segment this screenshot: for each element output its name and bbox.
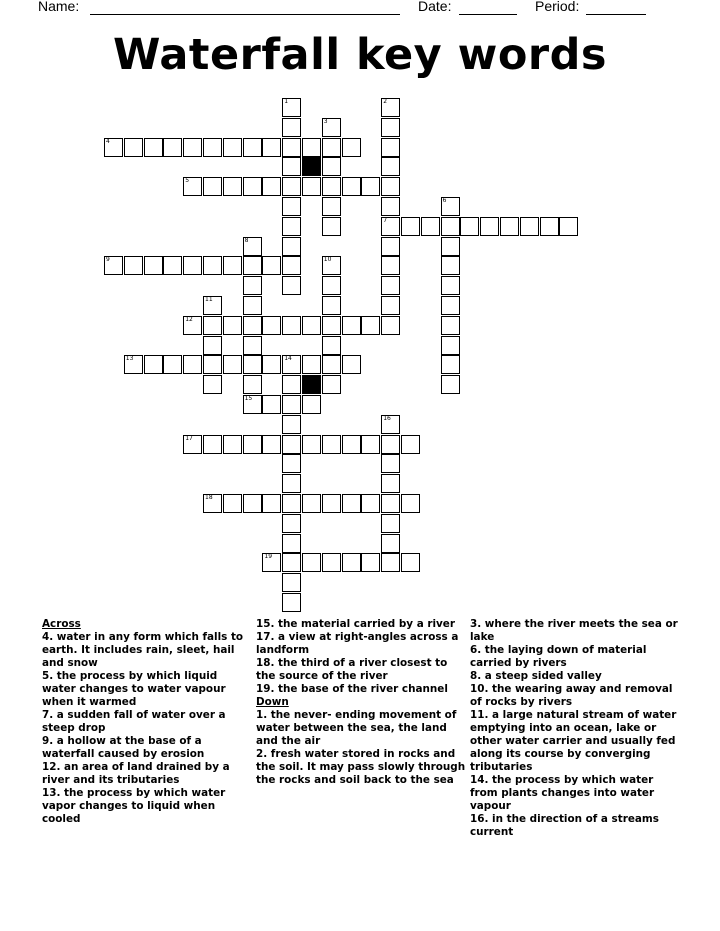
crossword-cell[interactable] xyxy=(421,217,440,236)
date-label: Date: xyxy=(418,0,452,14)
crossword-cell[interactable] xyxy=(203,494,222,513)
crossword-cell[interactable] xyxy=(203,336,222,355)
crossword-cell[interactable] xyxy=(243,296,262,315)
crossword-cell[interactable] xyxy=(441,256,460,275)
clue-across-4: 4. water in any form which falls to earth. It includes rain, sleet, hail and snow xyxy=(42,631,244,669)
crossword-cell[interactable] xyxy=(282,534,301,553)
crossword-cell[interactable] xyxy=(203,138,222,157)
clue-across-19: 19. the base of the river channel xyxy=(256,683,448,695)
crossword-cell[interactable] xyxy=(322,276,341,295)
crossword-cell[interactable] xyxy=(262,177,281,196)
crossword-cell[interactable] xyxy=(124,355,143,374)
crossword-cell[interactable] xyxy=(144,355,163,374)
crossword-cell[interactable] xyxy=(203,435,222,454)
crossword-cell[interactable] xyxy=(302,494,321,513)
clue-number: 10 xyxy=(323,256,332,264)
crossword-cell[interactable] xyxy=(441,336,460,355)
clue-number: 13 xyxy=(125,355,134,363)
clues-column-3 xyxy=(470,618,680,839)
clue-number: 4 xyxy=(106,137,110,145)
crossword-cell[interactable] xyxy=(243,395,262,414)
crossword-cell[interactable] xyxy=(342,138,361,157)
crossword-cell[interactable] xyxy=(302,138,321,157)
crossword-cell[interactable] xyxy=(441,217,460,236)
clue-number: 15 xyxy=(244,395,253,402)
crossword-cell[interactable] xyxy=(203,316,222,335)
crossword-cell[interactable] xyxy=(282,217,301,236)
crossword-cell[interactable] xyxy=(183,355,202,374)
crossword-cell[interactable] xyxy=(124,256,143,275)
crossword-cell[interactable] xyxy=(559,217,578,236)
crossword-cell[interactable] xyxy=(460,217,479,236)
crossword-cell[interactable] xyxy=(203,177,222,196)
crossword-cell[interactable] xyxy=(262,138,281,157)
crossword-cell[interactable] xyxy=(282,474,301,493)
clue-down-10: 10. the wearing away and removal of rocks by rivers xyxy=(470,683,673,708)
crossword-cell[interactable] xyxy=(322,375,341,394)
crossword-cell[interactable] xyxy=(342,177,361,196)
crossword-cell[interactable] xyxy=(322,553,341,572)
crossword-cell[interactable] xyxy=(540,217,559,236)
clue-number: 8 xyxy=(244,236,249,244)
crossword-cell[interactable] xyxy=(342,316,361,335)
crossword-cell[interactable] xyxy=(163,355,182,374)
crossword-cell[interactable] xyxy=(381,256,400,275)
crossword-cell[interactable] xyxy=(223,355,242,374)
crossword-cell[interactable] xyxy=(223,316,242,335)
crossword-cell[interactable] xyxy=(401,217,420,236)
page-title: Waterfall key words xyxy=(113,30,607,80)
crossword-cell[interactable] xyxy=(282,454,301,473)
crossword-cell[interactable] xyxy=(183,256,202,275)
crossword-cell[interactable] xyxy=(262,355,281,374)
clues-column-1 xyxy=(42,618,252,826)
crossword-cell[interactable] xyxy=(401,553,420,572)
crossword-cell[interactable] xyxy=(322,256,341,275)
crossword-cell[interactable] xyxy=(342,435,361,454)
crossword-cell[interactable] xyxy=(302,355,321,374)
crossword-cell[interactable] xyxy=(124,138,143,157)
crossword-cell[interactable] xyxy=(361,494,380,513)
down-heading: Down xyxy=(256,696,289,708)
crossword-cell[interactable] xyxy=(381,435,400,454)
crossword-cell[interactable] xyxy=(381,237,400,256)
clue-number: 18 xyxy=(205,494,213,501)
crossword-cell[interactable] xyxy=(381,454,400,473)
crossword-cell[interactable] xyxy=(381,494,400,513)
crossword-cell[interactable] xyxy=(282,118,301,137)
crossword-cell[interactable] xyxy=(243,435,262,454)
clue-across-5: 5. the process by which liquid water changes to water vapour when it warmed xyxy=(42,670,226,708)
clue-down-16: 16. in the direction of a streams current xyxy=(470,813,659,838)
crossword-cell[interactable] xyxy=(203,375,222,394)
clue-down-6: 6. the laying down of material carried by rivers xyxy=(470,644,647,669)
crossword-cell[interactable] xyxy=(480,217,499,236)
crossword-cell[interactable] xyxy=(223,256,242,275)
crossword-cell[interactable] xyxy=(381,474,400,493)
crossword-cell[interactable] xyxy=(183,316,202,335)
crossword-cell[interactable] xyxy=(163,256,182,275)
crossword-cell[interactable] xyxy=(282,553,301,572)
crossword-cell[interactable] xyxy=(282,276,301,295)
crossword-cell[interactable] xyxy=(322,435,341,454)
clue-down-3: 3. where the river meets the sea or lake xyxy=(470,618,678,643)
crossword-cell[interactable] xyxy=(282,593,301,612)
crossword-cell[interactable] xyxy=(282,355,301,374)
crossword-cell[interactable] xyxy=(500,217,519,236)
crossword-cell[interactable] xyxy=(381,415,400,434)
crossword-cell[interactable] xyxy=(520,217,539,236)
crossword-cell[interactable] xyxy=(282,415,301,434)
clue-across-18: 18. the third of a river closest to the source of the river xyxy=(256,657,448,682)
crossword-cell[interactable] xyxy=(381,197,400,216)
clue-number: 9 xyxy=(106,256,110,264)
crossword-cell[interactable] xyxy=(243,138,262,157)
crossword-cell[interactable] xyxy=(361,316,380,335)
crossword-cell[interactable] xyxy=(441,375,460,394)
crossword-cell[interactable] xyxy=(282,157,301,176)
clue-number: 12 xyxy=(185,315,193,323)
crossword-cell[interactable] xyxy=(104,256,123,275)
clues-column-2 xyxy=(256,618,466,787)
clue-number: 16 xyxy=(383,414,391,422)
crossword-cell[interactable] xyxy=(243,355,262,374)
clue-down-8: 8. a steep sided valley xyxy=(470,670,602,682)
crossword-cell[interactable] xyxy=(441,296,460,315)
crossword-cell[interactable] xyxy=(381,553,400,572)
crossword-cell[interactable] xyxy=(243,276,262,295)
clue-across-17: 17. a view at right-angles across a landform xyxy=(256,631,459,656)
crossword-cell[interactable] xyxy=(302,395,321,414)
crossword-cell[interactable] xyxy=(262,494,281,513)
crossword-cell[interactable] xyxy=(322,197,341,216)
crossword-cell[interactable] xyxy=(223,494,242,513)
clue-number: 19 xyxy=(264,553,273,561)
crossword-cell[interactable] xyxy=(163,138,182,157)
crossword-cell[interactable] xyxy=(342,355,361,374)
crossword-cell[interactable] xyxy=(282,435,301,454)
crossword-cell[interactable] xyxy=(361,435,380,454)
crossword-cell[interactable] xyxy=(322,494,341,513)
crossword-cell[interactable] xyxy=(243,375,262,394)
crossword-cell[interactable] xyxy=(203,296,222,315)
crossword-cell[interactable] xyxy=(243,316,262,335)
name-label: Name: xyxy=(38,0,80,14)
crossword-cell[interactable] xyxy=(282,573,301,592)
crossword-cell[interactable] xyxy=(302,553,321,572)
crossword-cell[interactable] xyxy=(302,316,321,335)
crossword-cell[interactable] xyxy=(282,375,301,394)
crossword-cell[interactable] xyxy=(144,138,163,157)
clue-down-14: 14. the process by which water from plants changes into water vapour xyxy=(470,774,655,812)
crossword-cell[interactable] xyxy=(381,177,400,196)
crossword-cell[interactable] xyxy=(223,435,242,454)
crossword-cell[interactable] xyxy=(401,494,420,513)
clue-across-12: 12. an area of land drained by a river and its tributaries xyxy=(42,761,230,786)
crossword-cell[interactable] xyxy=(203,256,222,275)
clue-number: 14 xyxy=(284,355,292,363)
crossword-cell[interactable] xyxy=(361,177,380,196)
crossword-cell[interactable] xyxy=(243,256,262,275)
crossword-cell[interactable] xyxy=(282,395,301,414)
crossword-cell[interactable] xyxy=(243,237,262,256)
crossword-cell[interactable] xyxy=(381,118,400,137)
crossword-cell[interactable] xyxy=(262,256,281,275)
crossword-cell[interactable] xyxy=(302,177,321,196)
crossword-cell[interactable] xyxy=(282,177,301,196)
clue-across-13: 13. the process by which water vapor changes to liquid when cooled xyxy=(42,787,226,825)
crossword-cell[interactable] xyxy=(381,157,400,176)
crossword-cell[interactable] xyxy=(243,177,262,196)
crossword-cell[interactable] xyxy=(262,553,281,572)
clue-down-11: 11. a large natural stream of water emptying into an ocean, lake or other water carrier and usually fed along its course by converging tributaries xyxy=(470,709,677,773)
crossword-cell[interactable] xyxy=(441,355,460,374)
crossword-cell[interactable] xyxy=(282,138,301,157)
crossword-cell[interactable] xyxy=(441,316,460,335)
period-label: Period: xyxy=(535,0,580,14)
crossword-cell[interactable] xyxy=(282,514,301,533)
crossword-cell[interactable] xyxy=(243,336,262,355)
crossword-cell[interactable] xyxy=(183,138,202,157)
crossword-cell[interactable] xyxy=(302,435,321,454)
crossword-cell[interactable] xyxy=(381,98,400,117)
blocked-cell xyxy=(302,157,321,176)
clue-across-7: 7. a sudden fall of water over a steep drop xyxy=(42,709,226,734)
crossword-cell[interactable] xyxy=(282,237,301,256)
crossword-cell[interactable] xyxy=(262,435,281,454)
crossword-cell[interactable] xyxy=(381,276,400,295)
crossword-cell[interactable] xyxy=(342,553,361,572)
crossword-cell[interactable] xyxy=(243,494,262,513)
clue-number: 3 xyxy=(323,117,328,125)
crossword-cell[interactable] xyxy=(223,138,242,157)
clue-across-9: 9. a hollow at the base of a waterfall caused by erosion xyxy=(42,735,205,760)
crossword-cell[interactable] xyxy=(441,237,460,256)
clue-number: 17 xyxy=(185,434,193,442)
crossword-cell[interactable] xyxy=(322,217,341,236)
crossword-cell[interactable] xyxy=(322,118,341,137)
crossword-cell[interactable] xyxy=(282,494,301,513)
crossword-cell[interactable] xyxy=(381,514,400,533)
crossword-cell[interactable] xyxy=(322,177,341,196)
blocked-cell xyxy=(302,375,321,394)
crossword-cell[interactable] xyxy=(381,138,400,157)
clue-number: 2 xyxy=(383,98,388,105)
crossword-cell[interactable] xyxy=(282,197,301,216)
crossword-cell[interactable] xyxy=(203,355,222,374)
crossword-cell[interactable] xyxy=(223,177,242,196)
crossword-cell[interactable] xyxy=(381,316,400,335)
clue-down-1: 1. the never- ending movement of water between the sea, the land and the air xyxy=(256,709,457,747)
clue-across-15: 15. the material carried by a river xyxy=(256,618,455,630)
crossword-cell[interactable] xyxy=(262,316,281,335)
crossword-cell[interactable] xyxy=(104,138,123,157)
crossword-cell[interactable] xyxy=(322,138,341,157)
crossword-cell[interactable] xyxy=(282,98,301,117)
crossword-cell[interactable] xyxy=(342,494,361,513)
clue-number: 6 xyxy=(442,197,447,204)
crossword-cell[interactable] xyxy=(322,336,341,355)
crossword-cell[interactable] xyxy=(282,256,301,275)
crossword-cell[interactable] xyxy=(381,217,400,236)
clue-down-2: 2. fresh water stored in rocks and the soil. It may pass slowly through the rocks and soil back to the sea xyxy=(256,748,466,786)
crossword-cell[interactable] xyxy=(322,296,341,315)
clue-number: 5 xyxy=(185,177,190,185)
crossword-cell[interactable] xyxy=(381,296,400,315)
crossword-cell[interactable] xyxy=(381,534,400,553)
crossword-cell[interactable] xyxy=(183,177,202,196)
crossword-cell[interactable] xyxy=(322,355,341,374)
crossword-cell[interactable] xyxy=(361,553,380,572)
across-heading: Across xyxy=(42,618,81,630)
crossword-cell[interactable] xyxy=(441,276,460,295)
crossword-cell[interactable] xyxy=(322,316,341,335)
crossword-cell[interactable] xyxy=(322,157,341,176)
crossword-cell[interactable] xyxy=(144,256,163,275)
clue-number: 11 xyxy=(205,296,213,303)
crossword-cell[interactable] xyxy=(183,435,202,454)
crossword-cell[interactable] xyxy=(262,395,281,414)
crossword-cell[interactable] xyxy=(401,435,420,454)
crossword-cell[interactable] xyxy=(282,316,301,335)
clue-number: 7 xyxy=(383,216,388,224)
crossword-cell[interactable] xyxy=(441,197,460,216)
clue-number: 1 xyxy=(284,98,289,105)
